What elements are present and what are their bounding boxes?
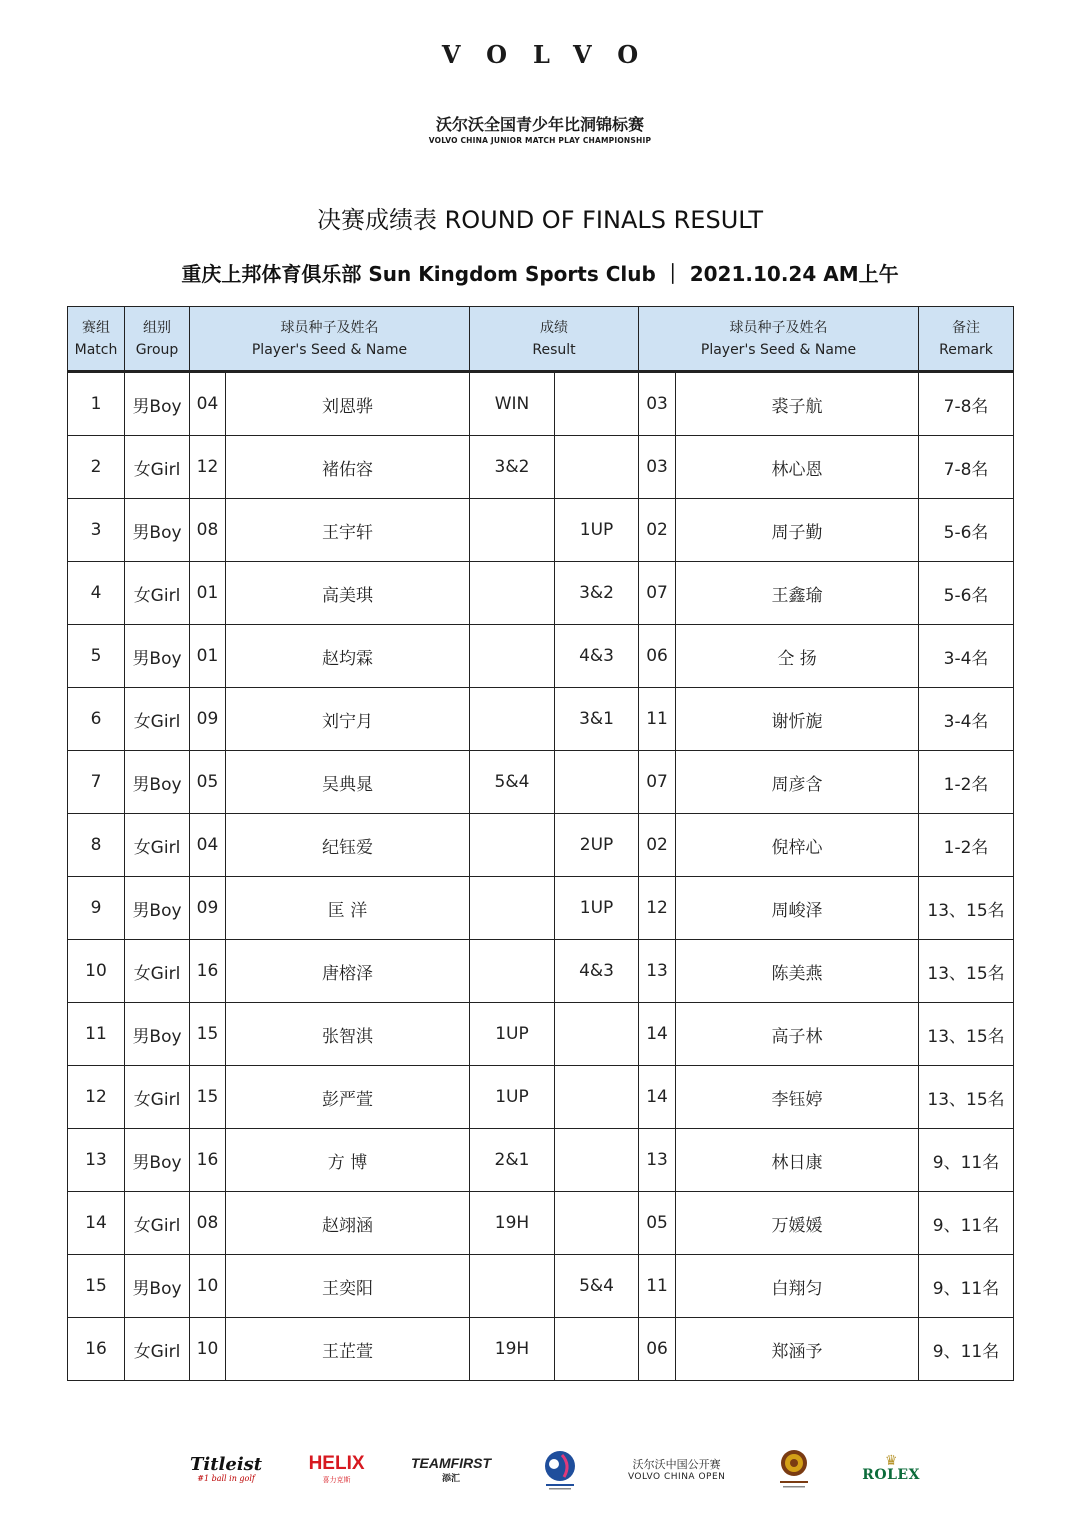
- result-1-cell: [470, 1255, 555, 1318]
- volvo-china-open-logo: 沃尔沃中国公开赛 VOLVO CHINA OPEN: [627, 1458, 726, 1482]
- remark-cell: 7-8名: [919, 372, 1014, 436]
- remark-cell: 13、15名: [919, 1003, 1014, 1066]
- header-group: 组别 Group: [125, 307, 190, 372]
- match-cell: 14: [68, 1192, 125, 1255]
- group-cell: 女Girl: [125, 688, 190, 751]
- group-cell: 女Girl: [125, 436, 190, 499]
- result-2-cell: 3&1: [555, 688, 639, 751]
- header-match: 赛组 Match: [68, 307, 125, 372]
- group-cell: 男Boy: [125, 1129, 190, 1192]
- player-2-name-cell: 白翔匀: [676, 1255, 919, 1318]
- header-player-1: 球员种子及姓名 Player's Seed & Name: [190, 307, 470, 372]
- titleist-logo: Titleist #1 ball in golf: [190, 1453, 263, 1483]
- seed-1-cell: 01: [190, 625, 226, 688]
- result-1-cell: 19H: [470, 1318, 555, 1381]
- match-cell: 13: [68, 1129, 125, 1192]
- remark-cell: 5-6名: [919, 499, 1014, 562]
- table-body: [68, 372, 1014, 1381]
- result-2-cell: [555, 1003, 639, 1066]
- match-cell: 10: [68, 940, 125, 1003]
- result-1-cell: 1UP: [470, 1003, 555, 1066]
- seed-1-cell: 10: [190, 1318, 226, 1381]
- player-2-name-cell: 周子勤: [676, 499, 919, 562]
- player-1-name-cell: 王奕阳: [226, 1255, 470, 1318]
- remark-cell: 13、15名: [919, 1066, 1014, 1129]
- china-golf-association-logo: [538, 1447, 582, 1491]
- seed-1-cell: 05: [190, 751, 226, 814]
- player-1-name-cell: 张智淇: [226, 1003, 470, 1066]
- group-cell: 男Boy: [125, 499, 190, 562]
- table-row: [68, 1129, 1014, 1192]
- player-1-name-cell: 王芷萱: [226, 1318, 470, 1381]
- player-2-name-cell: 裘子航: [676, 372, 919, 436]
- player-2-name-cell: 谢忻旎: [676, 688, 919, 751]
- seed-1-cell: 12: [190, 436, 226, 499]
- table-row: [68, 372, 1014, 436]
- player-1-name-cell: 吴典晁: [226, 751, 470, 814]
- result-2-cell: 2UP: [555, 814, 639, 877]
- player-2-name-cell: 李钰婷: [676, 1066, 919, 1129]
- player-1-name-cell: 唐榕泽: [226, 940, 470, 1003]
- group-cell: 女Girl: [125, 814, 190, 877]
- match-cell: 2: [68, 436, 125, 499]
- crown-icon: ♛: [884, 1453, 898, 1469]
- seed-2-cell: 12: [639, 877, 676, 940]
- remark-cell: 9、11名: [919, 1255, 1014, 1318]
- table-row: [68, 940, 1014, 1003]
- player-2-name-cell: 林日康: [676, 1129, 919, 1192]
- club-crest-logo: [772, 1445, 816, 1493]
- match-cell: 12: [68, 1066, 125, 1129]
- result-1-cell: [470, 688, 555, 751]
- seed-1-cell: 09: [190, 688, 226, 751]
- seed-2-cell: 14: [639, 1066, 676, 1129]
- seed-2-cell: 13: [639, 1129, 676, 1192]
- seed-1-cell: 15: [190, 1066, 226, 1129]
- table-row: [68, 625, 1014, 688]
- result-2-cell: [555, 1192, 639, 1255]
- group-cell: 女Girl: [125, 1318, 190, 1381]
- result-1-cell: 19H: [470, 1192, 555, 1255]
- header-result: 成绩 Result: [470, 307, 639, 372]
- match-cell: 4: [68, 562, 125, 625]
- group-cell: 女Girl: [125, 562, 190, 625]
- match-cell: 8: [68, 814, 125, 877]
- seed-1-cell: 16: [190, 940, 226, 1003]
- seed-2-cell: 02: [639, 814, 676, 877]
- result-1-cell: WIN: [470, 372, 555, 436]
- seed-1-cell: 15: [190, 1003, 226, 1066]
- player-2-name-cell: 王鑫瑜: [676, 562, 919, 625]
- result-2-cell: [555, 372, 639, 436]
- player-1-name-cell: 纪钰爱: [226, 814, 470, 877]
- table-row: [68, 1003, 1014, 1066]
- result-2-cell: 1UP: [555, 499, 639, 562]
- result-2-cell: [555, 1066, 639, 1129]
- seed-2-cell: 07: [639, 562, 676, 625]
- event-title-cn: 沃尔沃全国青少年比洞锦标赛: [435, 115, 644, 134]
- table-header-row: [68, 307, 1014, 372]
- seed-1-cell: 08: [190, 499, 226, 562]
- seed-1-cell: 09: [190, 877, 226, 940]
- player-1-name-cell: 彭严萱: [226, 1066, 470, 1129]
- remark-cell: 1-2名: [919, 814, 1014, 877]
- event-title-en: VOLVO CHINA JUNIOR MATCH PLAY CHAMPIONSHIP: [428, 136, 652, 145]
- player-2-name-cell: 仝 扬: [676, 625, 919, 688]
- match-cell: 5: [68, 625, 125, 688]
- group-cell: 男Boy: [125, 625, 190, 688]
- player-1-name-cell: 赵均霖: [226, 625, 470, 688]
- result-2-cell: 4&3: [555, 940, 639, 1003]
- match-cell: 1: [68, 372, 125, 436]
- group-cell: 女Girl: [125, 1192, 190, 1255]
- remark-cell: 9、11名: [919, 1129, 1014, 1192]
- results-table: [67, 306, 1014, 1381]
- seed-1-cell: 01: [190, 562, 226, 625]
- remark-cell: 9、11名: [919, 1318, 1014, 1381]
- table-row: [68, 1192, 1014, 1255]
- player-2-name-cell: 万媛媛: [676, 1192, 919, 1255]
- seed-2-cell: 13: [639, 940, 676, 1003]
- result-2-cell: 1UP: [555, 877, 639, 940]
- result-1-cell: [470, 877, 555, 940]
- seed-1-cell: 04: [190, 814, 226, 877]
- seed-1-cell: 16: [190, 1129, 226, 1192]
- remark-cell: 7-8名: [919, 436, 1014, 499]
- remark-cell: 5-6名: [919, 562, 1014, 625]
- table-row: [68, 814, 1014, 877]
- player-1-name-cell: 高美琪: [226, 562, 470, 625]
- table-row: [68, 1066, 1014, 1129]
- seed-2-cell: 14: [639, 1003, 676, 1066]
- sponsor-logos: [190, 1444, 920, 1494]
- match-cell: 11: [68, 1003, 125, 1066]
- table-row: [68, 688, 1014, 751]
- result-2-cell: [555, 1129, 639, 1192]
- match-cell: 16: [68, 1318, 125, 1381]
- remark-cell: 3-4名: [919, 625, 1014, 688]
- player-1-name-cell: 王宇轩: [226, 499, 470, 562]
- group-cell: 男Boy: [125, 1255, 190, 1318]
- result-2-cell: [555, 1318, 639, 1381]
- result-1-cell: [470, 499, 555, 562]
- match-cell: 9: [68, 877, 125, 940]
- result-1-cell: [470, 625, 555, 688]
- player-1-name-cell: 褚佑容: [226, 436, 470, 499]
- venue-date-subtitle: 重庆上邦体育俱乐部 Sun Kingdom Sports Club ｜ 2021.10.24 AM上午: [181, 262, 899, 286]
- player-2-name-cell: 周彦含: [676, 751, 919, 814]
- seed-2-cell: 03: [639, 436, 676, 499]
- page-title: 决赛成绩表 ROUND OF FINALS RESULT: [316, 206, 763, 234]
- match-cell: 7: [68, 751, 125, 814]
- player-1-name-cell: 方 博: [226, 1129, 470, 1192]
- group-cell: 男Boy: [125, 877, 190, 940]
- player-2-name-cell: 陈美燕: [676, 940, 919, 1003]
- teamfirst-logo: TEAMFIRST 添汇: [410, 1454, 492, 1484]
- match-cell: 15: [68, 1255, 125, 1318]
- table-row: [68, 1318, 1014, 1381]
- result-2-cell: 3&2: [555, 562, 639, 625]
- rolex-logo: ♛ ROLEX: [862, 1453, 920, 1483]
- player-1-name-cell: 刘恩骅: [226, 372, 470, 436]
- helix-logo: HELIX 喜力克斯: [308, 1453, 365, 1484]
- player-1-name-cell: 匡 洋: [226, 877, 470, 940]
- table-row: [68, 751, 1014, 814]
- header-player-2: 球员种子及姓名 Player's Seed & Name: [639, 307, 919, 372]
- seed-2-cell: 03: [639, 372, 676, 436]
- result-2-cell: [555, 436, 639, 499]
- table-row: [68, 436, 1014, 499]
- player-1-name-cell: 赵翊涵: [226, 1192, 470, 1255]
- header-remark: 备注 Remark: [919, 307, 1014, 372]
- seed-2-cell: 06: [639, 625, 676, 688]
- result-1-cell: [470, 814, 555, 877]
- result-1-cell: 1UP: [470, 1066, 555, 1129]
- group-cell: 男Boy: [125, 751, 190, 814]
- group-cell: 男Boy: [125, 1003, 190, 1066]
- remark-cell: 9、11名: [919, 1192, 1014, 1255]
- volvo-logo: VOLVO: [441, 40, 665, 69]
- table-row: [68, 877, 1014, 940]
- result-1-cell: 5&4: [470, 751, 555, 814]
- player-2-name-cell: 周峻泽: [676, 877, 919, 940]
- player-1-name-cell: 刘宁月: [226, 688, 470, 751]
- result-2-cell: [555, 751, 639, 814]
- result-1-cell: 2&1: [470, 1129, 555, 1192]
- seed-1-cell: 04: [190, 372, 226, 436]
- player-2-name-cell: 林心恩: [676, 436, 919, 499]
- result-1-cell: [470, 562, 555, 625]
- player-2-name-cell: 郑涵予: [676, 1318, 919, 1381]
- remark-cell: 1-2名: [919, 751, 1014, 814]
- group-cell: 男Boy: [125, 372, 190, 436]
- result-2-cell: 4&3: [555, 625, 639, 688]
- remark-cell: 13、15名: [919, 877, 1014, 940]
- match-cell: 3: [68, 499, 125, 562]
- remark-cell: 13、15名: [919, 940, 1014, 1003]
- seed-2-cell: 11: [639, 688, 676, 751]
- match-cell: 6: [68, 688, 125, 751]
- group-cell: 女Girl: [125, 940, 190, 1003]
- result-1-cell: [470, 940, 555, 1003]
- seed-2-cell: 05: [639, 1192, 676, 1255]
- seed-2-cell: 07: [639, 751, 676, 814]
- result-2-cell: 5&4: [555, 1255, 639, 1318]
- result-1-cell: 3&2: [470, 436, 555, 499]
- seed-2-cell: 02: [639, 499, 676, 562]
- table-row: [68, 499, 1014, 562]
- group-cell: 女Girl: [125, 1066, 190, 1129]
- seed-2-cell: 11: [639, 1255, 676, 1318]
- player-2-name-cell: 倪梓心: [676, 814, 919, 877]
- remark-cell: 3-4名: [919, 688, 1014, 751]
- seed-2-cell: 06: [639, 1318, 676, 1381]
- player-2-name-cell: 高子林: [676, 1003, 919, 1066]
- table-row: [68, 562, 1014, 625]
- seed-1-cell: 08: [190, 1192, 226, 1255]
- table-row: [68, 1255, 1014, 1318]
- seed-1-cell: 10: [190, 1255, 226, 1318]
